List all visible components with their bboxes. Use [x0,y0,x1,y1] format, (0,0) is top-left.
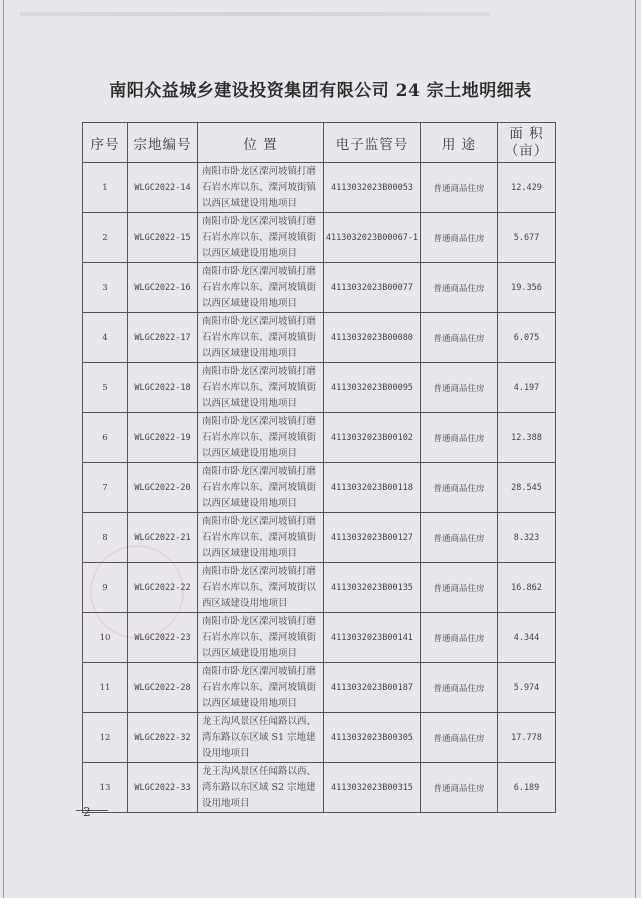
location-line: 南阳市卧龙区溧河坡镇打磨 [202,365,317,377]
cell-area: 28.545 [498,463,556,513]
cell-area: 17.778 [498,713,556,763]
cell-location [198,313,324,363]
table-row [83,413,556,463]
cell-parcel-code: WLGC2022-16 [128,263,198,313]
location-line: 石岩水库以东、溧河坡镇街 [202,531,317,543]
cell-location [198,613,324,663]
location-line: 湾东路以东区域 S2 宗地建 [202,781,316,793]
cell-seq: 2 [83,213,128,263]
location-line: 以西区域建设用地项目 [202,497,298,509]
cell-area: 5.677 [498,213,556,263]
cell-supervision-no: 4113032023B00305 [324,713,421,763]
bleed-through-text [20,12,490,16]
cell-parcel-code: WLGC2022-33 [128,763,198,813]
location-line: 南阳市卧龙区溧河坡镇打磨 [202,465,317,477]
cell-parcel-code: WLGC2022-15 [128,213,198,263]
table-row [83,263,556,313]
cell-supervision-no: 4113032023B00077 [324,263,421,313]
location-line: 以西区域建设用地项目 [202,447,298,459]
table-header-row [83,123,556,163]
location-line: 龙王沟风景区任闻路以西、 [202,765,317,777]
cell-usage: 普通商品住房 [421,463,498,513]
cell-usage: 普通商品住房 [421,763,498,813]
location-line: 设用地项目 [202,797,250,809]
cell-supervision-no: 4113032023B00135 [324,563,421,613]
table-row [83,463,556,513]
cell-parcel-code: WLGC2022-20 [128,463,198,513]
cell-parcel-code: WLGC2022-32 [128,713,198,763]
cell-usage: 普通商品住房 [421,263,498,313]
cell-area: 4.344 [498,613,556,663]
cell-supervision-no: 4113032023B00053 [324,163,421,213]
cell-supervision-no: 4113032023B00127 [324,513,421,563]
table-row [83,613,556,663]
cell-location [198,363,324,413]
location-line: 龙王沟风景区任闻路以西、 [202,715,317,727]
cell-parcel-code: WLGC2022-19 [128,413,198,463]
cell-location [198,213,324,263]
location-line: 南阳市卧龙区溧河坡镇打磨 [202,565,317,577]
table-row [83,363,556,413]
cell-supervision-no: 4113032023B00118 [324,463,421,513]
location-line: 石岩水库以东、溧河坡镇街 [202,681,317,693]
cell-seq: 4 [83,313,128,363]
cell-seq: 7 [83,463,128,513]
location-line: 南阳市卧龙区溧河坡镇打磨 [202,165,317,177]
cell-supervision-no: 4113032023B00067-1 [324,213,421,263]
location-line: 西区域建设用地项目 [202,597,288,609]
cell-seq: 3 [83,263,128,313]
location-line: 南阳市卧龙区溧河坡镇打磨 [202,415,317,427]
header-seq: 序号 [83,123,128,163]
cell-area: 19.356 [498,263,556,313]
cell-location [198,563,324,613]
cell-parcel-code: WLGC2022-23 [128,613,198,663]
location-line: 南阳市卧龙区溧河坡镇打磨 [202,315,317,327]
cell-usage: 普通商品住房 [421,413,498,463]
location-line: 南阳市卧龙区溧河坡镇打磨 [202,515,317,527]
cell-area: 8.323 [498,513,556,563]
cell-usage: 普通商品住房 [421,313,498,363]
cell-area: 6.189 [498,763,556,813]
cell-supervision-no: 4113032023B00315 [324,763,421,813]
cell-seq: 11 [83,663,128,713]
table-row [83,163,556,213]
cell-location [198,513,324,563]
location-line: 以西区域建设用地项目 [202,247,298,259]
cell-location [198,163,324,213]
cell-seq: 10 [83,613,128,663]
location-line: 以西区域建设用地项目 [202,197,298,209]
cell-seq: 9 [83,563,128,613]
header-area [498,123,556,163]
cell-usage: 普通商品住房 [421,613,498,663]
land-detail-table [82,122,556,813]
cell-usage: 普通商品住房 [421,713,498,763]
cell-parcel-code: WLGC2022-14 [128,163,198,213]
header-area-label: 面 积 [509,125,544,142]
table-row [83,713,556,763]
location-line: 南阳市卧龙区溧河坡镇打磨 [202,265,317,277]
cell-supervision-no: 4113032023B00095 [324,363,421,413]
header-parcel-code: 宗地编号 [128,123,198,163]
cell-seq: 13 [83,763,128,813]
location-line: 南阳市卧龙区溧河坡镇打磨 [202,215,317,227]
table-row [83,213,556,263]
location-line: 湾东路以东区域 S1 宗地建 [202,731,316,743]
table-row [83,513,556,563]
location-line: 以西区域建设用地项目 [202,697,298,709]
cell-parcel-code: WLGC2022-21 [128,513,198,563]
location-line: 石岩水库以东、溧河坡街以 [202,581,317,593]
header-location: 位 置 [198,123,324,163]
location-line: 南阳市卧龙区溧河坡镇打磨 [202,615,317,627]
table-row [83,663,556,713]
location-line: 设用地项目 [202,747,250,759]
cell-parcel-code: WLGC2022-17 [128,313,198,363]
location-line: 石岩水库以东、溧河坡镇街 [202,481,317,493]
location-line: 石岩水库以东、溧河坡镇街 [202,331,317,343]
cell-parcel-code: WLGC2022-22 [128,563,198,613]
cell-seq: 1 [83,163,128,213]
location-line: 石岩水库以东、溧河坡镇街 [202,231,317,243]
cell-usage: 普通商品住房 [421,663,498,713]
table-row [83,763,556,813]
cell-supervision-no: 4113032023B00102 [324,413,421,463]
cell-location [198,463,324,513]
cell-supervision-no: 4113032023B00080 [324,313,421,363]
header-area-unit: （亩） [504,142,549,159]
cell-location [198,713,324,763]
cell-seq: 6 [83,413,128,463]
cell-seq: 5 [83,363,128,413]
cell-area: 6.075 [498,313,556,363]
location-line: 以西区域建设用地项目 [202,347,298,359]
location-line: 石岩水库以东、溧河坡镇街 [202,381,317,393]
location-line: 石岩水库以东、溧河坡镇街 [202,281,317,293]
cell-area: 12.388 [498,413,556,463]
cell-seq: 8 [83,513,128,563]
location-line: 南阳市卧龙区溧河坡镇打磨 [202,665,317,677]
cell-location [198,763,324,813]
cell-area: 12.429 [498,163,556,213]
cell-supervision-no: 4113032023B00141 [324,613,421,663]
cell-usage: 普通商品住房 [421,213,498,263]
location-line: 石岩水库以东、溧河坡镇街 [202,631,317,643]
cell-location [198,413,324,463]
cell-seq: 12 [83,713,128,763]
cell-area: 5.974 [498,663,556,713]
table-row [83,563,556,613]
header-supervision-no: 电子监管号 [324,123,421,163]
location-line: 石岩水库以东、溧河坡街镇 [202,181,317,193]
page-number: 2 [83,805,91,819]
cell-usage: 普通商品住房 [421,513,498,563]
cell-supervision-no: 4113032023B00187 [324,663,421,713]
location-line: 以西区域建设用地项目 [202,397,298,409]
cell-usage: 普通商品住房 [421,163,498,213]
cell-area: 4.197 [498,363,556,413]
cell-parcel-code: WLGC2022-18 [128,363,198,413]
cell-parcel-code: WLGC2022-28 [128,663,198,713]
cell-usage: 普通商品住房 [421,363,498,413]
location-line: 以西区域建设用地项目 [202,547,298,559]
location-line: 石岩水库以东、溧河坡镇街 [202,431,317,443]
location-line: 以西区域建设用地项目 [202,297,298,309]
cell-area: 16.862 [498,563,556,613]
table-row [83,313,556,363]
document-title: 南阳众益城乡建设投资集团有限公司 24 宗土地明细表 [109,81,532,101]
cell-location [198,663,324,713]
header-usage: 用 途 [421,123,498,163]
cell-location [198,263,324,313]
page-number-underline [76,810,108,811]
cell-usage: 普通商品住房 [421,563,498,613]
location-line: 以西区域建设用地项目 [202,647,298,659]
